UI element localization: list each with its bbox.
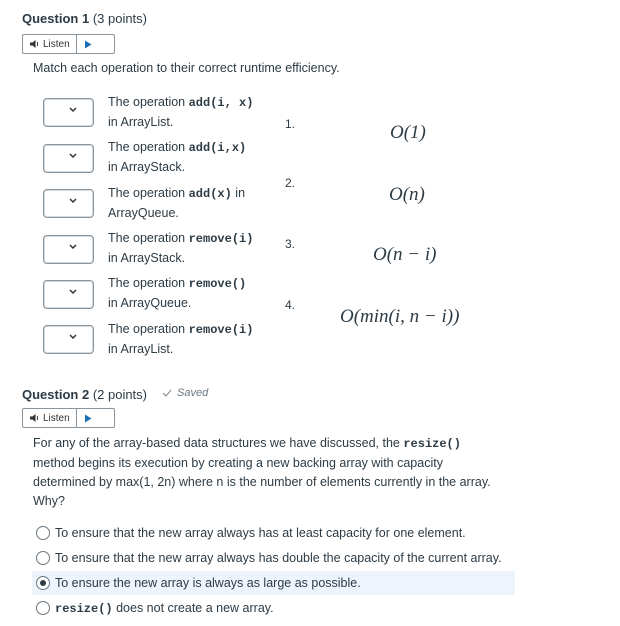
checkmark-icon <box>162 389 172 397</box>
listen-label: Listen <box>43 38 70 50</box>
option-code: resize() <box>55 601 113 616</box>
play-button[interactable] <box>77 409 99 427</box>
question-title-text: Question 1 <box>22 11 90 26</box>
chevron-down-icon <box>69 107 77 113</box>
match-select-5[interactable] <box>43 280 94 309</box>
answer-label-2: O(n) <box>389 184 425 205</box>
question-title-text: Question 2 <box>22 387 90 402</box>
listen-control-2[interactable] <box>22 408 115 428</box>
listen-button[interactable] <box>23 35 77 53</box>
operation-item-4: The operation remove(i) in ArrayStack. <box>108 231 254 265</box>
question-2-title <box>22 387 147 402</box>
chevron-down-icon <box>69 244 77 250</box>
operation-code: add(i, x) <box>188 96 254 110</box>
answer-number-1: 1. <box>285 117 296 131</box>
operation-item-1: The operation add(i, x) in ArrayList. <box>108 95 254 129</box>
question-points: (2 points) <box>92 387 148 402</box>
listen-control-1[interactable] <box>22 34 115 54</box>
play-button[interactable] <box>77 35 99 53</box>
option-label: To ensure the new array is always as large as possible. <box>55 576 361 590</box>
operation-item-6: The operation remove(i) in ArrayList. <box>108 322 254 356</box>
prompt-code: resize() <box>403 437 461 451</box>
operation-code: add(i,x) <box>188 141 247 155</box>
question-points: (3 points) <box>92 11 148 26</box>
play-icon <box>84 40 92 49</box>
match-select-4[interactable] <box>43 235 94 264</box>
operation-code: remove(i) <box>188 323 254 337</box>
radio-button[interactable] <box>36 526 50 540</box>
match-select-2[interactable] <box>43 144 94 173</box>
operation-item-2: The operation add(i,x) in ArrayStack. <box>108 140 247 174</box>
answer-label-3: O(n − i) <box>373 244 437 265</box>
question-2-prompt: For any of the array-based data structures we have discussed, the resize() method begins its execution by creating a new backing array with capacity determined by max(1, 2n) where n is the number of elements currently in the array. Why? <box>33 436 491 508</box>
listen-label: Listen <box>43 412 70 424</box>
answer-option-4[interactable] <box>32 596 515 620</box>
answer-option-3-selected[interactable] <box>32 571 515 595</box>
chevron-down-icon <box>69 153 77 159</box>
answer-number-3: 3. <box>285 237 296 251</box>
speaker-icon <box>29 39 41 49</box>
match-select-1[interactable] <box>43 98 94 127</box>
operation-code: remove(i) <box>188 232 254 246</box>
option-label: does not create a new array. <box>112 600 274 615</box>
chevron-down-icon <box>69 289 77 295</box>
operation-item-3: The operation add(x) in ArrayQueue. <box>108 186 246 220</box>
match-select-3[interactable] <box>43 189 94 218</box>
option-label: To ensure that the new array always has at least capacity for one element. <box>55 526 466 540</box>
radio-button[interactable] <box>36 601 50 615</box>
answer-label-1: O(1) <box>390 122 426 143</box>
operation-code: remove() <box>188 277 247 291</box>
answer-number-2: 2. <box>285 176 296 190</box>
option-label: To ensure that the new array always has double the capacity of the current array. <box>55 551 502 565</box>
operation-item-5: The operation remove() in ArrayQueue. <box>108 276 247 310</box>
match-select-6[interactable] <box>43 325 94 354</box>
speaker-icon <box>29 413 41 423</box>
radio-button-checked[interactable] <box>36 576 50 590</box>
radio-button[interactable] <box>36 551 50 565</box>
answer-label-4: O(min(i, n − i)) <box>340 306 460 327</box>
saved-label: Saved <box>177 387 209 399</box>
answer-number-4: 4. <box>285 298 296 312</box>
listen-button[interactable] <box>23 409 77 427</box>
chevron-down-icon <box>69 198 77 204</box>
chevron-down-icon <box>69 334 77 340</box>
answer-option-1[interactable] <box>32 521 515 545</box>
answer-option-2[interactable] <box>32 546 515 570</box>
question-1-title <box>22 11 147 26</box>
question-1-prompt: Match each operation to their correct runtime efficiency. <box>33 61 340 75</box>
operation-code: add(x) <box>188 187 232 201</box>
play-icon <box>84 414 92 423</box>
saved-status <box>162 387 208 399</box>
